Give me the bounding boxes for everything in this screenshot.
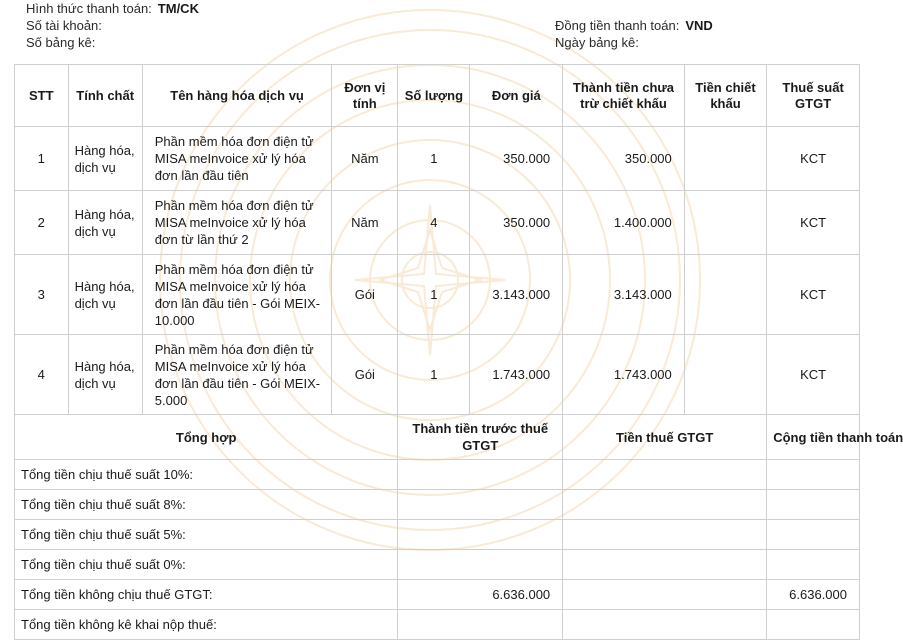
summary-row — [15, 550, 860, 580]
summary-row-vat — [563, 490, 767, 520]
item-name: Phần mềm hóa đơn điện tử MISA meInvoice xử lý hóa đơn từ lần thứ 2 — [142, 191, 332, 255]
item-unit-price: 350.000 — [470, 127, 563, 191]
currency-row — [555, 18, 713, 34]
summary-row — [15, 520, 860, 550]
summary-header-pre-tax: Thành tiền trước thuế GTGT — [398, 415, 563, 460]
summary-row-total — [767, 490, 860, 520]
col-header-amount: Thành tiền chưa trừ chiết khấu — [563, 65, 685, 127]
item-discount — [684, 127, 766, 191]
summary-row-label: Tổng tiền không chịu thuế GTGT: — [15, 580, 398, 610]
summary-row-pre-tax — [398, 490, 563, 520]
item-nature: Hàng hóa, dịch vụ — [68, 127, 142, 191]
item-quantity: 1 — [398, 335, 470, 415]
summary-row-pre-tax — [398, 520, 563, 550]
item-name: Phần mềm hóa đơn điện tử MISA meInvoice xử lý hóa đơn lần đầu tiên - Gói MEIX-5.000 — [142, 335, 332, 415]
col-header-stt: STT — [15, 65, 69, 127]
item-unit: Năm — [332, 127, 398, 191]
item-amount: 1.743.000 — [563, 335, 685, 415]
summary-row-vat — [563, 610, 767, 640]
item-nature: Hàng hóa, dịch vụ — [68, 335, 142, 415]
currency-value: VND — [685, 18, 713, 33]
item-unit-price: 3.143.000 — [470, 255, 563, 335]
statement-date-label: Ngày bảng kê: — [555, 35, 639, 50]
summary-row-label: Tổng tiền chịu thuế suất 8%: — [15, 490, 398, 520]
summary-row-vat — [563, 460, 767, 490]
statement-number-row — [26, 35, 95, 51]
summary-row-total — [767, 460, 860, 490]
summary-row-pre-tax: 6.636.000 — [398, 580, 563, 610]
item-vat-rate: KCT — [767, 127, 860, 191]
summary-row-label: Tổng tiền chịu thuế suất 10%: — [15, 460, 398, 490]
item-discount — [684, 255, 766, 335]
summary-row-vat — [563, 520, 767, 550]
col-header-unit: Đơn vị tính — [332, 65, 398, 127]
item-stt: 4 — [15, 335, 69, 415]
summary-row-pre-tax — [398, 550, 563, 580]
col-header-quantity: Số lượng — [398, 65, 470, 127]
item-stt: 1 — [15, 127, 69, 191]
col-header-vat-rate: Thuế suất GTGT — [767, 65, 860, 127]
payment-method-value: TM/CK — [157, 1, 199, 16]
summary-row-pre-tax — [398, 460, 563, 490]
col-header-unit-price: Đơn giá — [470, 65, 563, 127]
item-stt: 3 — [15, 255, 69, 335]
item-nature: Hàng hóa, dịch vụ — [68, 191, 142, 255]
col-header-discount: Tiền chiết khấu — [684, 65, 766, 127]
summary-row-total — [767, 610, 860, 640]
table-row — [15, 127, 860, 191]
account-number-row — [26, 18, 102, 34]
item-name: Phần mềm hóa đơn điện tử MISA meInvoice xử lý hóa đơn lần đầu tiên — [142, 127, 332, 191]
summary-row-total — [767, 550, 860, 580]
item-unit: Gói — [332, 335, 398, 415]
item-vat-rate: KCT — [767, 335, 860, 415]
item-quantity: 1 — [398, 255, 470, 335]
item-amount: 1.400.000 — [563, 191, 685, 255]
summary-header-row — [15, 415, 860, 460]
summary-row-pre-tax — [398, 610, 563, 640]
col-header-nature: Tính chất — [68, 65, 142, 127]
item-quantity: 4 — [398, 191, 470, 255]
table-header-row — [15, 65, 860, 127]
statement-date-row — [555, 35, 639, 51]
item-name: Phần mềm hóa đơn điện tử MISA meInvoice xử lý hóa đơn lần đầu tiên - Gói MEIX-10.000 — [142, 255, 332, 335]
summary-header-label: Tổng hợp — [15, 415, 398, 460]
item-unit: Gói — [332, 255, 398, 335]
statement-number-label: Số bảng kê: — [26, 35, 96, 50]
account-number-label: Số tài khoản: — [26, 18, 102, 33]
item-discount — [684, 335, 766, 415]
item-unit-price: 1.743.000 — [470, 335, 563, 415]
currency-label: Đồng tiền thanh toán: — [555, 18, 680, 33]
item-amount: 350.000 — [563, 127, 685, 191]
summary-row-total: 6.636.000 — [767, 580, 860, 610]
item-quantity: 1 — [398, 127, 470, 191]
table-row — [15, 335, 860, 415]
summary-row-vat — [563, 550, 767, 580]
col-header-item-name: Tên hàng hóa dịch vụ — [142, 65, 332, 127]
summary-header-total: Cộng tiền thanh toán — [767, 415, 860, 460]
summary-row — [15, 490, 860, 520]
summary-row-vat — [563, 580, 767, 610]
summary-row-label: Tổng tiền chịu thuế suất 5%: — [15, 520, 398, 550]
summary-row-label: Tổng tiền chịu thuế suất 0%: — [15, 550, 398, 580]
summary-header-vat: Tiền thuế GTGT — [563, 415, 767, 460]
payment-method-label: Hình thức thanh toán: — [26, 1, 152, 16]
item-vat-rate: KCT — [767, 255, 860, 335]
summary-row — [15, 460, 860, 490]
item-nature: Hàng hóa, dịch vụ — [68, 255, 142, 335]
summary-row — [15, 610, 860, 640]
invoice-items-table — [14, 64, 903, 640]
summary-row — [15, 580, 860, 610]
item-vat-rate: KCT — [767, 191, 860, 255]
item-unit-price: 350.000 — [470, 191, 563, 255]
table-row — [15, 255, 860, 335]
item-stt: 2 — [15, 191, 69, 255]
summary-row-total — [767, 520, 860, 550]
item-amount: 3.143.000 — [563, 255, 685, 335]
item-unit: Năm — [332, 191, 398, 255]
payment-method-row — [26, 1, 199, 17]
invoice-meta — [0, 0, 864, 64]
item-discount — [684, 191, 766, 255]
summary-row-label: Tổng tiền không kê khai nộp thuế: — [15, 610, 398, 640]
table-row — [15, 191, 860, 255]
